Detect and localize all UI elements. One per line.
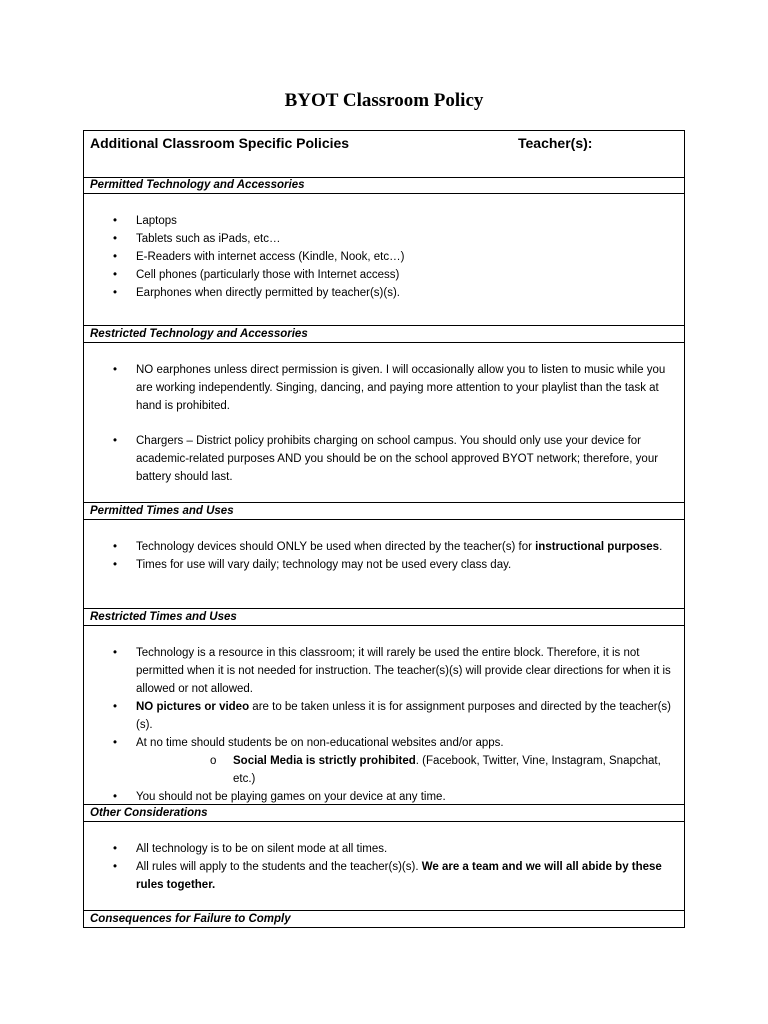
section-body-restricted-technology xyxy=(84,361,684,486)
list-item: • Cell phones (particularly those with Internet access) xyxy=(113,269,400,281)
section-body-restricted-times xyxy=(84,644,684,806)
list-item: • All rules will apply to the students and the teacher(s)(s). We are a team and we will all abide by these rules together. xyxy=(113,861,662,891)
list-item: • Tablets such as iPads, etc… xyxy=(113,233,281,245)
list-item: • Technology devices should ONLY be used when directed by the teacher(s) for instructional purposes. xyxy=(113,541,663,553)
list-item: • Earphones when directly permitted by teacher(s)(s). xyxy=(113,287,400,299)
list-item: • E-Readers with internet access (Kindle, Nook, etc…) xyxy=(113,251,405,263)
list-item: • All technology is to be on silent mode at all times. xyxy=(113,843,388,855)
section-body-permitted-technology xyxy=(84,212,684,302)
section-body-other-considerations xyxy=(84,840,684,894)
list-item: • Laptops xyxy=(113,215,177,227)
section-heading-consequences: Consequences for Failure to Comply xyxy=(90,913,291,925)
section-heading-permitted-technology: Permitted Technology and Accessories xyxy=(84,177,684,194)
header-policies-label: Additional Classroom Specific Policies xyxy=(90,135,350,151)
list-item: • Technology is a resource in this classroom; it will rarely be used the entire block. Therefore, it is not permitted when it is not needed for instruction. The teacher(s)(s) will provide clear directions for when it is allowed or not allowed. xyxy=(113,647,671,695)
list-item: • Times for use will vary daily; technology may not be used every class day. xyxy=(113,559,512,571)
section-heading-other-considerations: Other Considerations xyxy=(84,805,684,822)
list-item: • Chargers – District policy prohibits charging on school campus. You should only use your device for academic-related purposes AND you should be on the school approved BYOT network; therefore, your battery should last. xyxy=(113,435,659,483)
header-row xyxy=(84,131,684,178)
section-heading-permitted-times: Permitted Times and Uses xyxy=(84,503,684,520)
list-item: • You should not be playing games on your device at any time. xyxy=(113,791,446,803)
section-heading-restricted-technology: Restricted Technology and Accessories xyxy=(84,326,684,343)
list-item: • NO pictures or video are to be taken unless it is for assignment purposes and directed by the teacher(s)(s). xyxy=(113,701,672,731)
list-item: • NO earphones unless direct permission is given. I will occasionally allow you to listen to music while you are working independently. Singing, dancing, and paying more attention to your playlist than the task at hand is prohibited. xyxy=(113,364,666,412)
page-title: BYOT Classroom Policy xyxy=(284,90,484,111)
header-teacher-label: Teacher(s): xyxy=(518,135,593,151)
policy-table xyxy=(83,130,685,928)
list-item: • At no time should students be on non-educational websites and/or apps. o Social Media is strictly prohibited. (Facebook, Twitter, Vine, Instagram, Snapchat, etc.) xyxy=(84,734,684,788)
sub-list-item: o Social Media is strictly prohibited. (Facebook, Twitter, Vine, Instagram, Snapchat, etc.) xyxy=(210,755,661,785)
section-body-permitted-times xyxy=(84,538,684,574)
section-heading-restricted-times: Restricted Times and Uses xyxy=(84,609,684,626)
